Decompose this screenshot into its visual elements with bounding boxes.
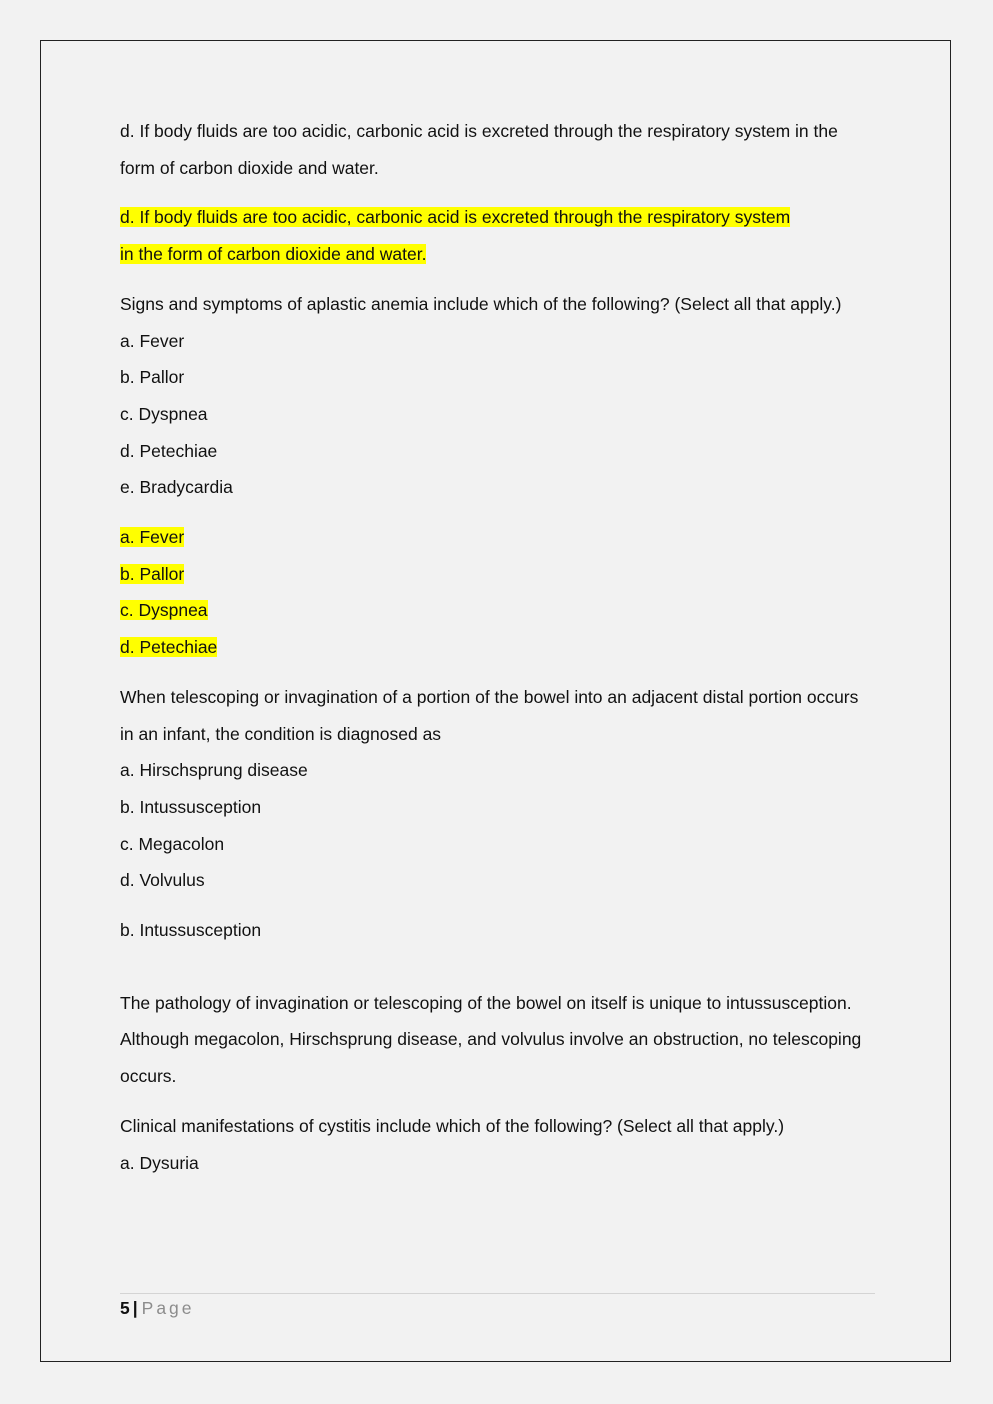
footer-separator: | xyxy=(132,1298,138,1318)
highlight-text: d. Petechiae xyxy=(120,637,218,658)
highlight-text: a. Fever xyxy=(120,527,185,548)
page-number: 5 xyxy=(120,1298,130,1318)
page-label: Page xyxy=(141,1298,195,1318)
option-item: c. Dyspnea xyxy=(120,403,208,424)
highlighted-answer xyxy=(120,199,875,272)
option-item: a. Fever xyxy=(120,330,185,351)
option-item: d. Volvulus xyxy=(120,870,205,891)
highlight-line: in the form of carbon dioxide and water. xyxy=(120,244,427,265)
answer-text: b. Intussusception xyxy=(120,920,262,941)
question-aplastic-anemia: Signs and symptoms of aplastic anemia include which of the following? (Select all that apply.) xyxy=(120,293,842,314)
highlighted-answer-item xyxy=(120,592,875,629)
rationale-paragraph: The pathology of invagination or telescoping of the bowel on itself is unique to intussusception. xyxy=(120,992,852,1013)
option-item: b. Intussusception xyxy=(120,796,262,817)
option-item: c. Megacolon xyxy=(120,833,225,854)
highlighted-answer-item xyxy=(120,629,875,666)
previous-answer-option: d. If body fluids are too acidic, carbonic acid is excreted through the respiratory system in the form of carbon dioxide and water. xyxy=(120,121,838,178)
option-item: e. Bradycardia xyxy=(120,477,233,498)
rationale-paragraph: Although megacolon, Hirschsprung disease, and volvulus involve an obstruction, no telescoping occurs. xyxy=(120,1029,862,1087)
highlighted-answer-item xyxy=(120,556,875,593)
option-item: d. Petechiae xyxy=(120,440,218,461)
highlight-text: b. Pallor xyxy=(120,563,185,584)
option-item: a. Hirschsprung disease xyxy=(120,760,308,781)
highlight-line: d. If body fluids are too acidic, carbonic acid is excreted through the respiratory system xyxy=(120,207,791,228)
question-cystitis: Clinical manifestations of cystitis include which of the following? (Select all that apply.) xyxy=(120,1115,785,1136)
document-body xyxy=(120,113,875,1181)
footer-divider xyxy=(120,1293,875,1294)
page-footer xyxy=(120,1296,195,1320)
option-item: b. Pallor xyxy=(120,367,185,388)
question-intussusception: When telescoping or invagination of a portion of the bowel into an adjacent distal portion occurs in an infant, the condition is diagnosed as xyxy=(120,686,859,744)
highlight-text: c. Dyspnea xyxy=(120,600,208,621)
highlighted-answer-item xyxy=(120,519,875,556)
option-item: a. Dysuria xyxy=(120,1152,199,1173)
